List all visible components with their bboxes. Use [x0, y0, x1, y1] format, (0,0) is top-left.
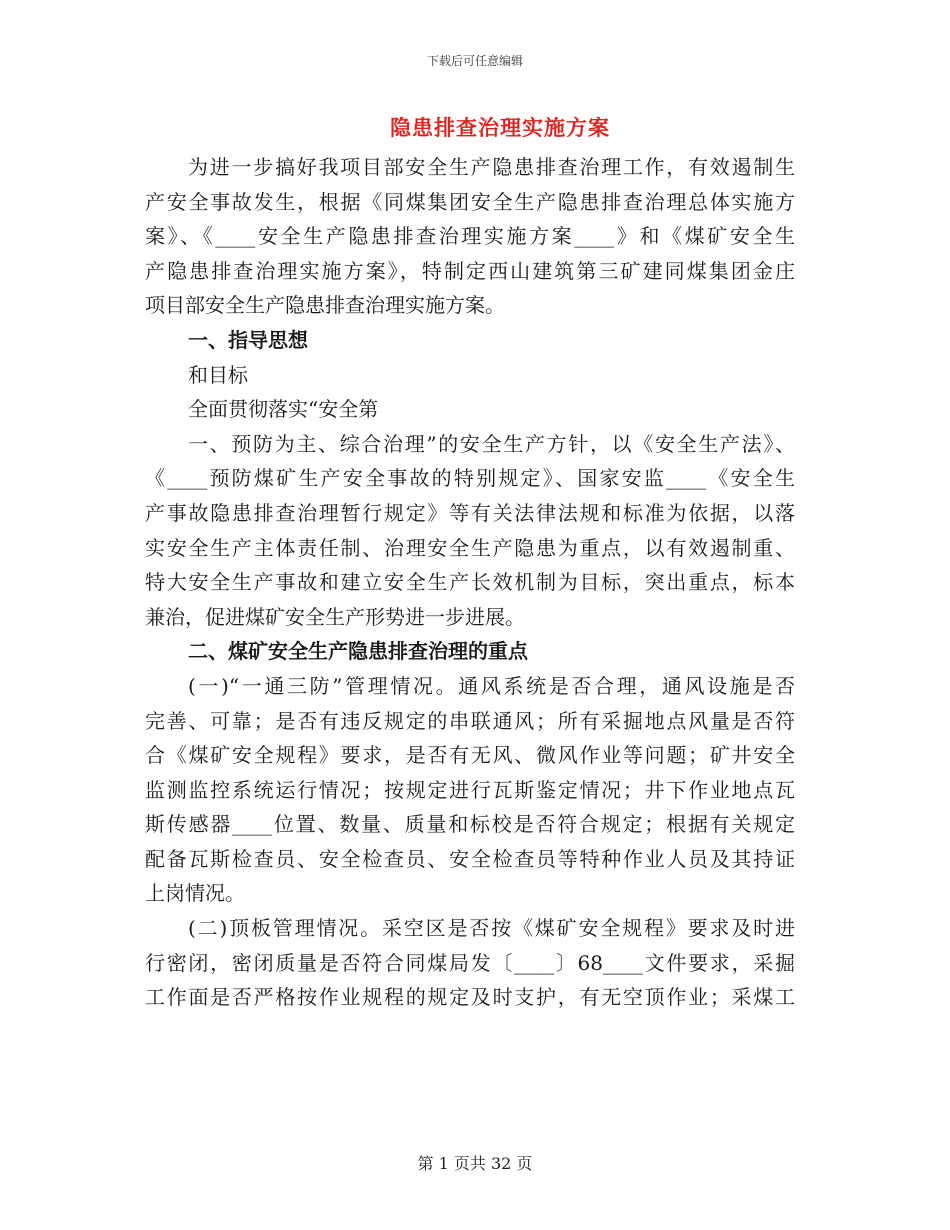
body-line: 完善、可靠；是否有违反规定的串联通风；所有采掘地点风量是否符: [145, 708, 795, 733]
body-line: 一、预防为主、综合治理”的安全生产方针，以《安全生产法》、: [188, 431, 795, 456]
body-line: 工作面是否严格按作业规程的规定及时支护，有无空顶作业；采煤工: [145, 985, 795, 1010]
body-line: 行密闭，密闭质量是否符合同煤局发〔____〕68____文件要求，采掘: [145, 950, 795, 975]
body-line: 和目标: [188, 362, 248, 387]
body-line: 配备瓦斯检查员、安全检查员、安全检查员等特种作业人员及其持证: [145, 846, 795, 871]
body-line: 合《煤矿安全规程》要求，是否有无风、微风作业等问题；矿井安全: [145, 743, 795, 768]
document-body: [145, 150, 795, 1015]
body-line: 实安全生产主体责任制、治理安全生产隐患为重点，以有效遏制重、: [145, 535, 795, 560]
body-line: 全面贯彻落实“安全第: [188, 397, 379, 422]
body-line: 兼治，促进煤矿安全生产形势进一步进展。: [145, 604, 525, 629]
section-heading: 一、指导思想: [188, 327, 308, 352]
body-line: 产安全事故发生，根据《同煤集团安全生产隐患排查治理总体实施方: [145, 189, 795, 214]
body-line: 产事故隐患排查治理暂行规定》等有关法律法规和标准为依据，以落: [145, 500, 795, 525]
body-line: 监测监控系统运行情况；按规定进行瓦斯鉴定情况；井下作业地点瓦: [145, 777, 795, 802]
body-line: 案》、《____安全生产隐患排查治理实施方案____》和《煤矿安全生: [145, 224, 795, 249]
body-line: 为进一步搞好我项目部安全生产隐患排查治理工作，有效遏制生: [188, 155, 795, 179]
body-line: 产隐患排查治理实施方案》，特制定西山建筑第三矿建同煤集团金庄: [145, 258, 795, 283]
body-line: (一)“一通三防”管理情况。通风系统是否合理，通风设施是否: [188, 673, 795, 698]
body-line: 《____预防煤矿生产安全事故的特别规定》、国家安监____《安全生: [145, 466, 795, 491]
section-heading: 二、煤矿安全生产隐患排查治理的重点: [188, 639, 528, 664]
body-line: 斯传感器____位置、数量、质量和标校是否符合规定；根据有关规定: [145, 812, 795, 837]
body-line: 特大安全生产事故和建立安全生产长效机制为目标，突出重点，标本: [145, 570, 795, 595]
page-header-note: 下载后可任意编辑: [426, 54, 523, 68]
body-line: (二)顶板管理情况。采空区是否按《煤矿安全规程》要求及时进: [188, 916, 795, 941]
document-title: 隐患排查治理实施方案: [390, 115, 610, 140]
body-line: 上岗情况。: [145, 881, 245, 906]
body-line: 项目部安全生产隐患排查治理实施方案。: [145, 293, 505, 318]
page-number-footer: 第 1 页共 32 页: [417, 1154, 533, 1173]
